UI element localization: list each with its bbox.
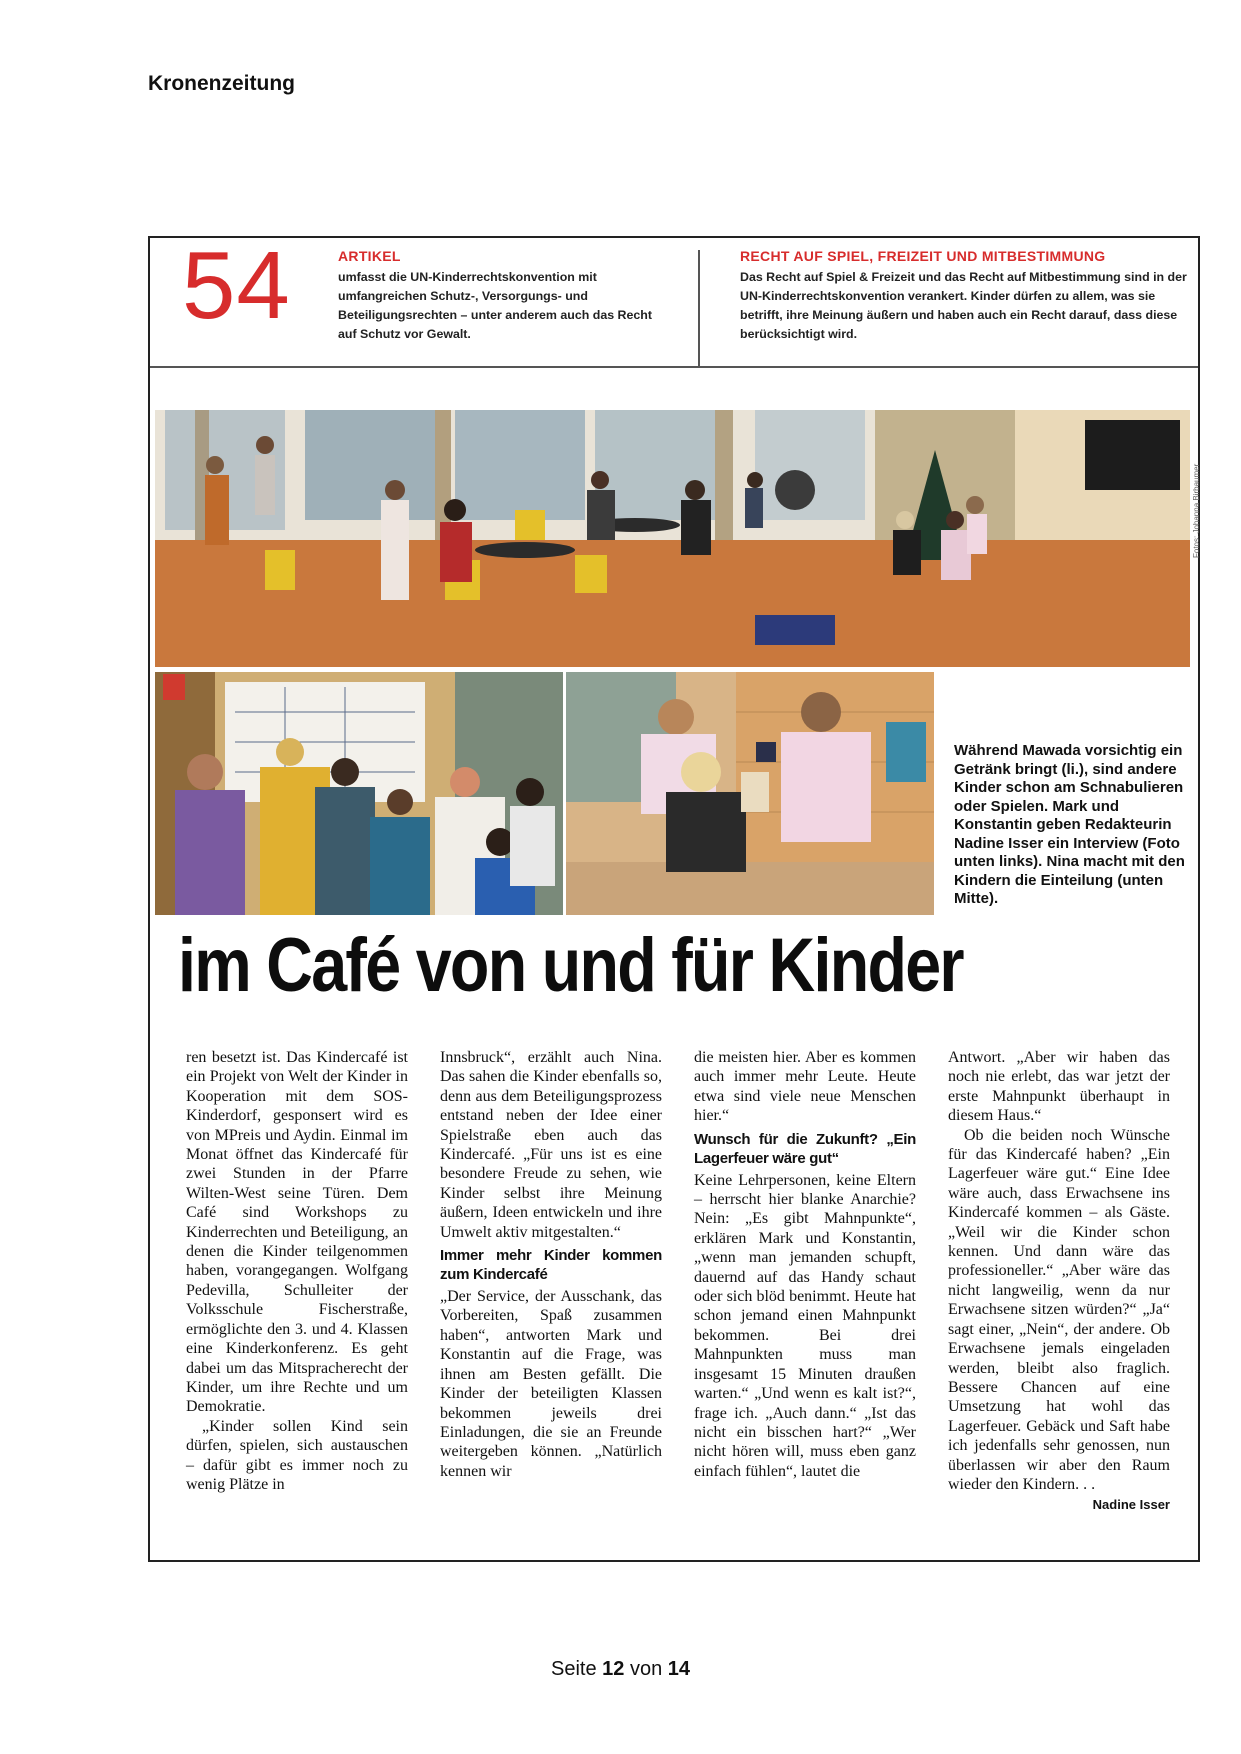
- page-footer: [0, 1658, 1241, 1681]
- paragraph: Antwort. „Aber wir haben das noch nie erlebt, das war jetzt der erste Mahnpunkt überhaupt in diesem Haus.“: [948, 1049, 1170, 1125]
- photo-nina-einteilung: [566, 672, 934, 915]
- newspaper-clipping: [148, 232, 1201, 1562]
- article-column-3: [694, 1048, 916, 1481]
- info-box: [150, 232, 1198, 368]
- paragraph: Ob die beiden noch Wünsche für das Kindercafé haben? „Ein Lagerfeuer wäre gut.“ Eine Idee wäre auch, dass Erwachsene ins Kindercafé kommen – als Gäste. „Weil wir die Kinder schon kennen. Und dann wäre das professioneller.“ „Aber wäre das nicht langweilig, wenn da nur Erwachsene sitzen würden?“ „Ja“ sagt einer, „Nein“, der andere. Ob Erwachsene jemals eingeladen werden, bleibt also fraglich. Bessere Chancen auf eine Umsetzung hat wohl das Lagerfeuer. Gebäck und Saft habe ich jedenfalls sehr genossen, nun überlassen wir aber den Raum wieder den Kindern. . .: [948, 1126, 1170, 1493]
- article-count-number: 54: [182, 232, 291, 339]
- footer-middle: von: [629, 1658, 663, 1680]
- article-headline: im Café von und für Kinder: [178, 923, 963, 1008]
- info-left-text: umfasst die UN-Kinderrechtskonvention mit umfangreichen Schutz-, Versorgungs- und Beteiligungsrechten – unter anderem auch das Recht auf Schutz vor Gewalt.: [338, 270, 652, 341]
- paragraph: „Kinder sollen Kind sein dürfen, spielen, sich austauschen – dafür gibt es immer noch zu wenig Plätze in: [186, 1417, 408, 1493]
- paragraph: die meisten hier. Aber es kommen auch immer mehr Leute. Heute etwa sind viele neue Menschen hier.“: [694, 1049, 916, 1125]
- subheading-wunsch: Wunsch für die Zukunft? „Ein Lagerfeuer wäre gut“: [694, 1130, 916, 1167]
- paragraph: Innsbruck“, erzählt auch Nina. Das sahen die Kinder ebenfalls so, denn aus dem Beteiligungsprozess entstand neben der Idee einer Spielstraße eben auch das Kindercafé. „Für uns ist es eine besondere Freude zu sehen, wie Kinder selbst ihre Meinung äußern, Ideen entwickeln und ihre Umwelt aktiv mitgestalten.“: [440, 1049, 662, 1241]
- info-right-title: RECHT AUF SPIEL, FREIZEIT UND MITBESTIMMUNG: [740, 248, 1106, 264]
- publication-name: Kronenzeitung: [148, 72, 295, 95]
- info-left-title: ARTIKEL: [338, 248, 401, 264]
- total-page-count: 14: [667, 1658, 691, 1680]
- photo-interview: [155, 672, 563, 915]
- footer-prefix: Seite: [550, 1658, 597, 1680]
- article-column-1: [186, 1048, 408, 1494]
- main-photo-kindercafe: [155, 410, 1190, 667]
- paragraph: „Der Service, der Ausschank, das Vorbereiten, Spaß zusammen haben“, antworten Mark und Konstantin auf die Frage, was ihnen am Besten gefällt. Die Kinder der beteiligten Klassen bekommen jeweils drei Einladungen, die sie an Freunde weitergeben können. „Natürlich kennen wir: [440, 1288, 662, 1480]
- info-divider: [698, 250, 700, 366]
- subheading-mehr-kinder: Immer mehr Kinder kommen zum Kindercafé: [440, 1247, 662, 1284]
- paragraph: Keine Lehrpersonen, keine Eltern – herrscht hier blanke Anarchie? Nein: „Es gibt Mahnpunkte“, erklären Mark und Konstantin, „wenn man jemanden schupft, dauernd auf das Handy schaut oder sich blöd benimmt. Heute hat schon jemand einen Mahnpunkt bekommen. Bei drei Mahnpunkten muss man insgesamt 15 Minuten draußen warten.“ „Und wenn es kalt ist?“, frage ich. „Auch dann.“ „Ist das nicht ein bisschen hart?“ „Wer nicht hören will, muss eben ganz einfach fühlen“, lautet die: [694, 1171, 916, 1480]
- current-page-number: 12: [602, 1658, 625, 1680]
- photo-credit: Fotos: Johanna Birbaumer: [1192, 463, 1201, 558]
- paragraph: ren besetzt ist. Das Kindercafé ist ein Projekt von Welt der Kinder in Kooperation mit dem SOS-Kinderdorf, gesponsert wird es von MPreis und Aydin. Einmal im Monat öffnet das Kindercafé für zwei Stunden in der Pfarre Wilten-West seine Türen. Dem Café sind Workshops zu Kinderrechten und Beteiligung, an denen die Kinder teilgenommen haben, vorangegangen. Wolfgang Pedevilla, Schulleiter der Volksschule Fischerstraße, ermöglichte den 3. und 4. Klassen eine Kinderkonferenz. Es geht dabei um das Mitspracherecht der Kinder, um ihre Rechte und um Demokratie.: [186, 1049, 408, 1416]
- article-column-2: [440, 1048, 662, 1481]
- info-left: [338, 248, 658, 344]
- photo-caption: Während Mawada vorsichtig ein Getränk bringt (li.), sind andere Kinder schon am Schnabulieren oder Spielen. Mark und Konstantin geben Redakteurin Nadine Isser ein Interview (Foto unten links). Nina macht mit den Kindern die Einteilung (unten Mitte).: [954, 742, 1185, 907]
- author-byline: Nadine Isser: [1092, 1497, 1170, 1513]
- info-right: [740, 248, 1190, 344]
- article-body: [186, 1048, 1196, 1548]
- info-right-text: Das Recht auf Spiel & Freizeit und das Recht auf Mitbestimmung sind in der UN-Kinderrechtskonvention verankert. Kinder dürfen zu allem, was sie betrifft, ihre Meinung äußern und haben auch ein Recht darauf, dass diese berücksichtigt wird.: [740, 270, 1187, 341]
- article-column-4: [948, 1048, 1170, 1515]
